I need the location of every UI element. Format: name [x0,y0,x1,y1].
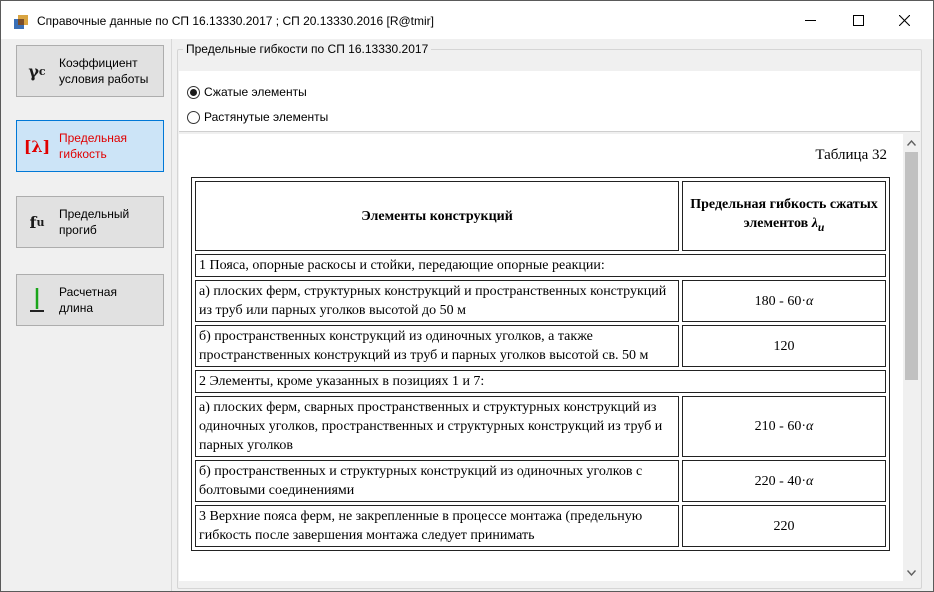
table-row [195,254,886,277]
table-row [195,325,886,367]
slenderness-table [191,177,890,551]
sidebar-item-limit-slenderness[interactable] [16,120,164,172]
scroll-up-button[interactable] [903,134,920,151]
sidebar-item-label: Предельный прогиб [59,207,130,237]
chevron-up-icon [907,140,916,146]
lambda-icon: [λ] [23,136,51,156]
radio-dot-selected [187,86,200,99]
minimize-button[interactable] [787,1,833,39]
radio-label: Растянутые элементы [204,110,329,124]
table-header-row [195,181,886,251]
row-text: а) плоских ферм, сварных пространственных и структурных конструкций из одиночных уголков, пространственных и структурных конструкций из труб и парных уголков [195,396,679,457]
table-row [195,370,886,393]
row-value: 220 - 40·α [682,460,886,502]
column-length-icon [17,275,57,325]
table-row [195,280,886,322]
maximize-button[interactable] [835,1,881,39]
row-text: 1 Пояса, опорные раскосы и стойки, передающие опорные реакции: [195,254,886,277]
row-value: 120 [682,325,886,367]
sidebar-item-label: Расчетная длина [59,285,117,315]
row-value: 210 - 60·α [682,396,886,457]
header-limit: Предельная гибкость сжатых элементов $\lambda_u$ [682,181,886,251]
chevron-down-icon [907,570,916,576]
table-row [195,396,886,457]
row-text: а) плоских ферм, структурных конструкций и пространственных конструкций из труб или парных уголков высотой до 50 м [195,280,679,322]
element-type-selector [179,71,920,132]
close-icon [899,15,910,26]
scroll-thumb[interactable] [905,152,918,380]
row-text: 3 Верхние пояса ферм, не закрепленные в процессе монтажа (предельную гибкость после завершения монтажа следует принимать [195,505,679,547]
row-text: б) пространственных и структурных конструкций из одиночных уголков с болтовыми соединениями [195,460,679,502]
radio-tensile[interactable] [187,109,328,125]
sidebar-item-work-conditions[interactable] [16,45,164,97]
sidebar-item-design-length[interactable] [16,274,164,326]
sidebar-item-limit-deflection[interactable] [16,196,164,248]
sidebar-item-label: Коэффициент условия работы [59,56,149,86]
sidebar [2,39,172,591]
row-text: 2 Элементы, кроме указанных в позициях 1 и 7: [195,370,886,393]
minimize-icon [805,15,816,26]
document-view[interactable] [179,134,903,581]
radio-dot [187,111,200,124]
maximize-icon [853,15,864,26]
title-bar[interactable] [1,1,933,39]
header-elements: Элементы конструкций [195,181,679,251]
row-text: б) пространственных конструкций из одиночных уголков, а также пространственных конструкций из труб и парных уголков высотой св. 50 м [195,325,679,367]
sidebar-item-label: Предельная гибкость [59,131,128,161]
table-number: Таблица 32 [815,147,887,163]
scroll-down-button[interactable] [903,564,920,581]
table-row [195,505,886,547]
radio-label: Сжатые элементы [204,85,307,99]
fu-icon: f u [29,212,45,232]
gamma-c-icon: γ c [28,61,46,81]
row-value: 180 - 60·α [682,280,886,322]
app-icon [13,14,29,30]
vertical-scrollbar[interactable] [903,134,920,581]
window-title: Справочные данные по СП 16.13330.2017 ; СП 20.13330.2016 [R@tmir] [37,14,434,28]
table-row [195,460,886,502]
group-title: Предельные гибкости по СП 16.13330.2017 [183,42,431,56]
row-value: 220 [682,505,886,547]
radio-compressed[interactable] [187,84,307,100]
close-button[interactable] [881,1,927,39]
